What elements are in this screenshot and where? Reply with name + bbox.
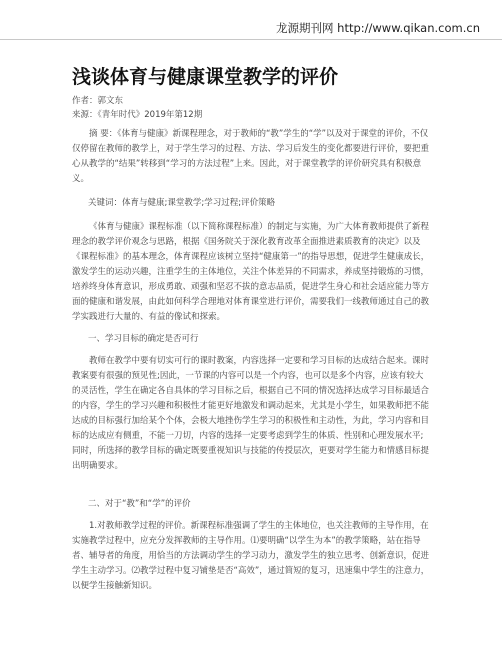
header-divider xyxy=(0,39,502,40)
section-heading-2: 二、对于“教”和“学”的评价 xyxy=(88,499,191,509)
article-source: 来源：《青年时代》2019年第12期 xyxy=(72,110,203,120)
section-heading-1: 一、学习目标的确定是否可行 xyxy=(88,334,199,344)
section-2-block xyxy=(72,519,430,594)
abstract-block xyxy=(72,127,430,187)
article-author: 作者：郭文东 xyxy=(72,96,124,106)
intro-paragraph: 《体育与健康》课程标准（以下简称课程标准）的制定与实施，为广大体育教师提供了新程理念的教学评价观念与思路，根据《国务院关于深化教育改革全面推进素质教育的决定》以及《课程标准》的基本理念，体育课程应该树立坚持“健康第一”的指导思想，促进学生健康成长，激发学生的运动兴趣，注重学生的主体地位，关注个体差异的不同需求，养成坚持锻炼的习惯，培养终身体育意识，形成勇敢、顽强和坚忍不拔的意志品质，促进学生身心和社会适应能力等方面的健康和谐发展，由此如何科学合理地对体育课堂进行评价，需要我们一线教师通过自己的教学实践进行大量的、有益的像试和探索。 xyxy=(72,222,430,322)
intro-block xyxy=(72,220,430,325)
abstract-text: 摘 要：《体育与健康》新课程理念，对于教师的“教”学生的“学”以及对于课堂的评价，不仅仅停留在教师的教学上，对于学生学习的过程、方法、学习后发生的变化都要进行评价，要把重心从教学的“结果”转移到“学习的方法过程”上来。因此，对于课堂教学的评价研究具有积极意义。 xyxy=(72,129,430,184)
site-url-label: 龙源期刊网 http://www.qikan.com.cn xyxy=(276,21,480,35)
keywords-line: 关键词：体育与健康;课堂教学;学习过程;评价策略 xyxy=(88,198,276,208)
section-1-block xyxy=(72,354,430,474)
section-2-paragraph: 1.对教师教学过程的评价。新课程标准强调了学生的主体地位，也关注教师的主导作用，在实施教学过程中，应充分发挥教师的主导作用。⑴要明确“以学生为本”的教学策略，站在指导者、辅导者的角度，用恰当的方法调动学生的学习动力，激发学生的独立思考、创新意识，促进学生主动学习。⑵教学过程中复习铺垫是否“高效”，通过简短的复习，迅速集中学生的注意力，以便学生接触新知识。 xyxy=(72,521,430,591)
article-title: 浅谈体育与健康课堂教学的评价 xyxy=(72,66,339,88)
section-1-paragraph: 教师在教学中要有切实可行的课时教案，内容选择一定要和学习目标的达成结合起来。课时教案要有很强的预见性;因此，一节课的内容可以是一个内容，也可以是多个内容，应该有较大的灵活性，学生在确定各自具体的学习目标之后，根据自己不同的情况选择达成学习目标最适合的内容，学生的学习兴趣和积极性才能更好地激发和调动起来，尤其是小学生，如果教师把不能达成的目标强行加给某个个体，会极大地挫伤学生学习的积极性和主动性，为此，学习内容和目标的达成应有侧重，不能一刀切，内容的选择一定要考虑到学生的体质、性别和心理发展水平;同时，所选择的教学目标的确定既要重视知识与技能的传授层次，更要对学生能力和情感目标提出明确要求。 xyxy=(72,356,430,471)
